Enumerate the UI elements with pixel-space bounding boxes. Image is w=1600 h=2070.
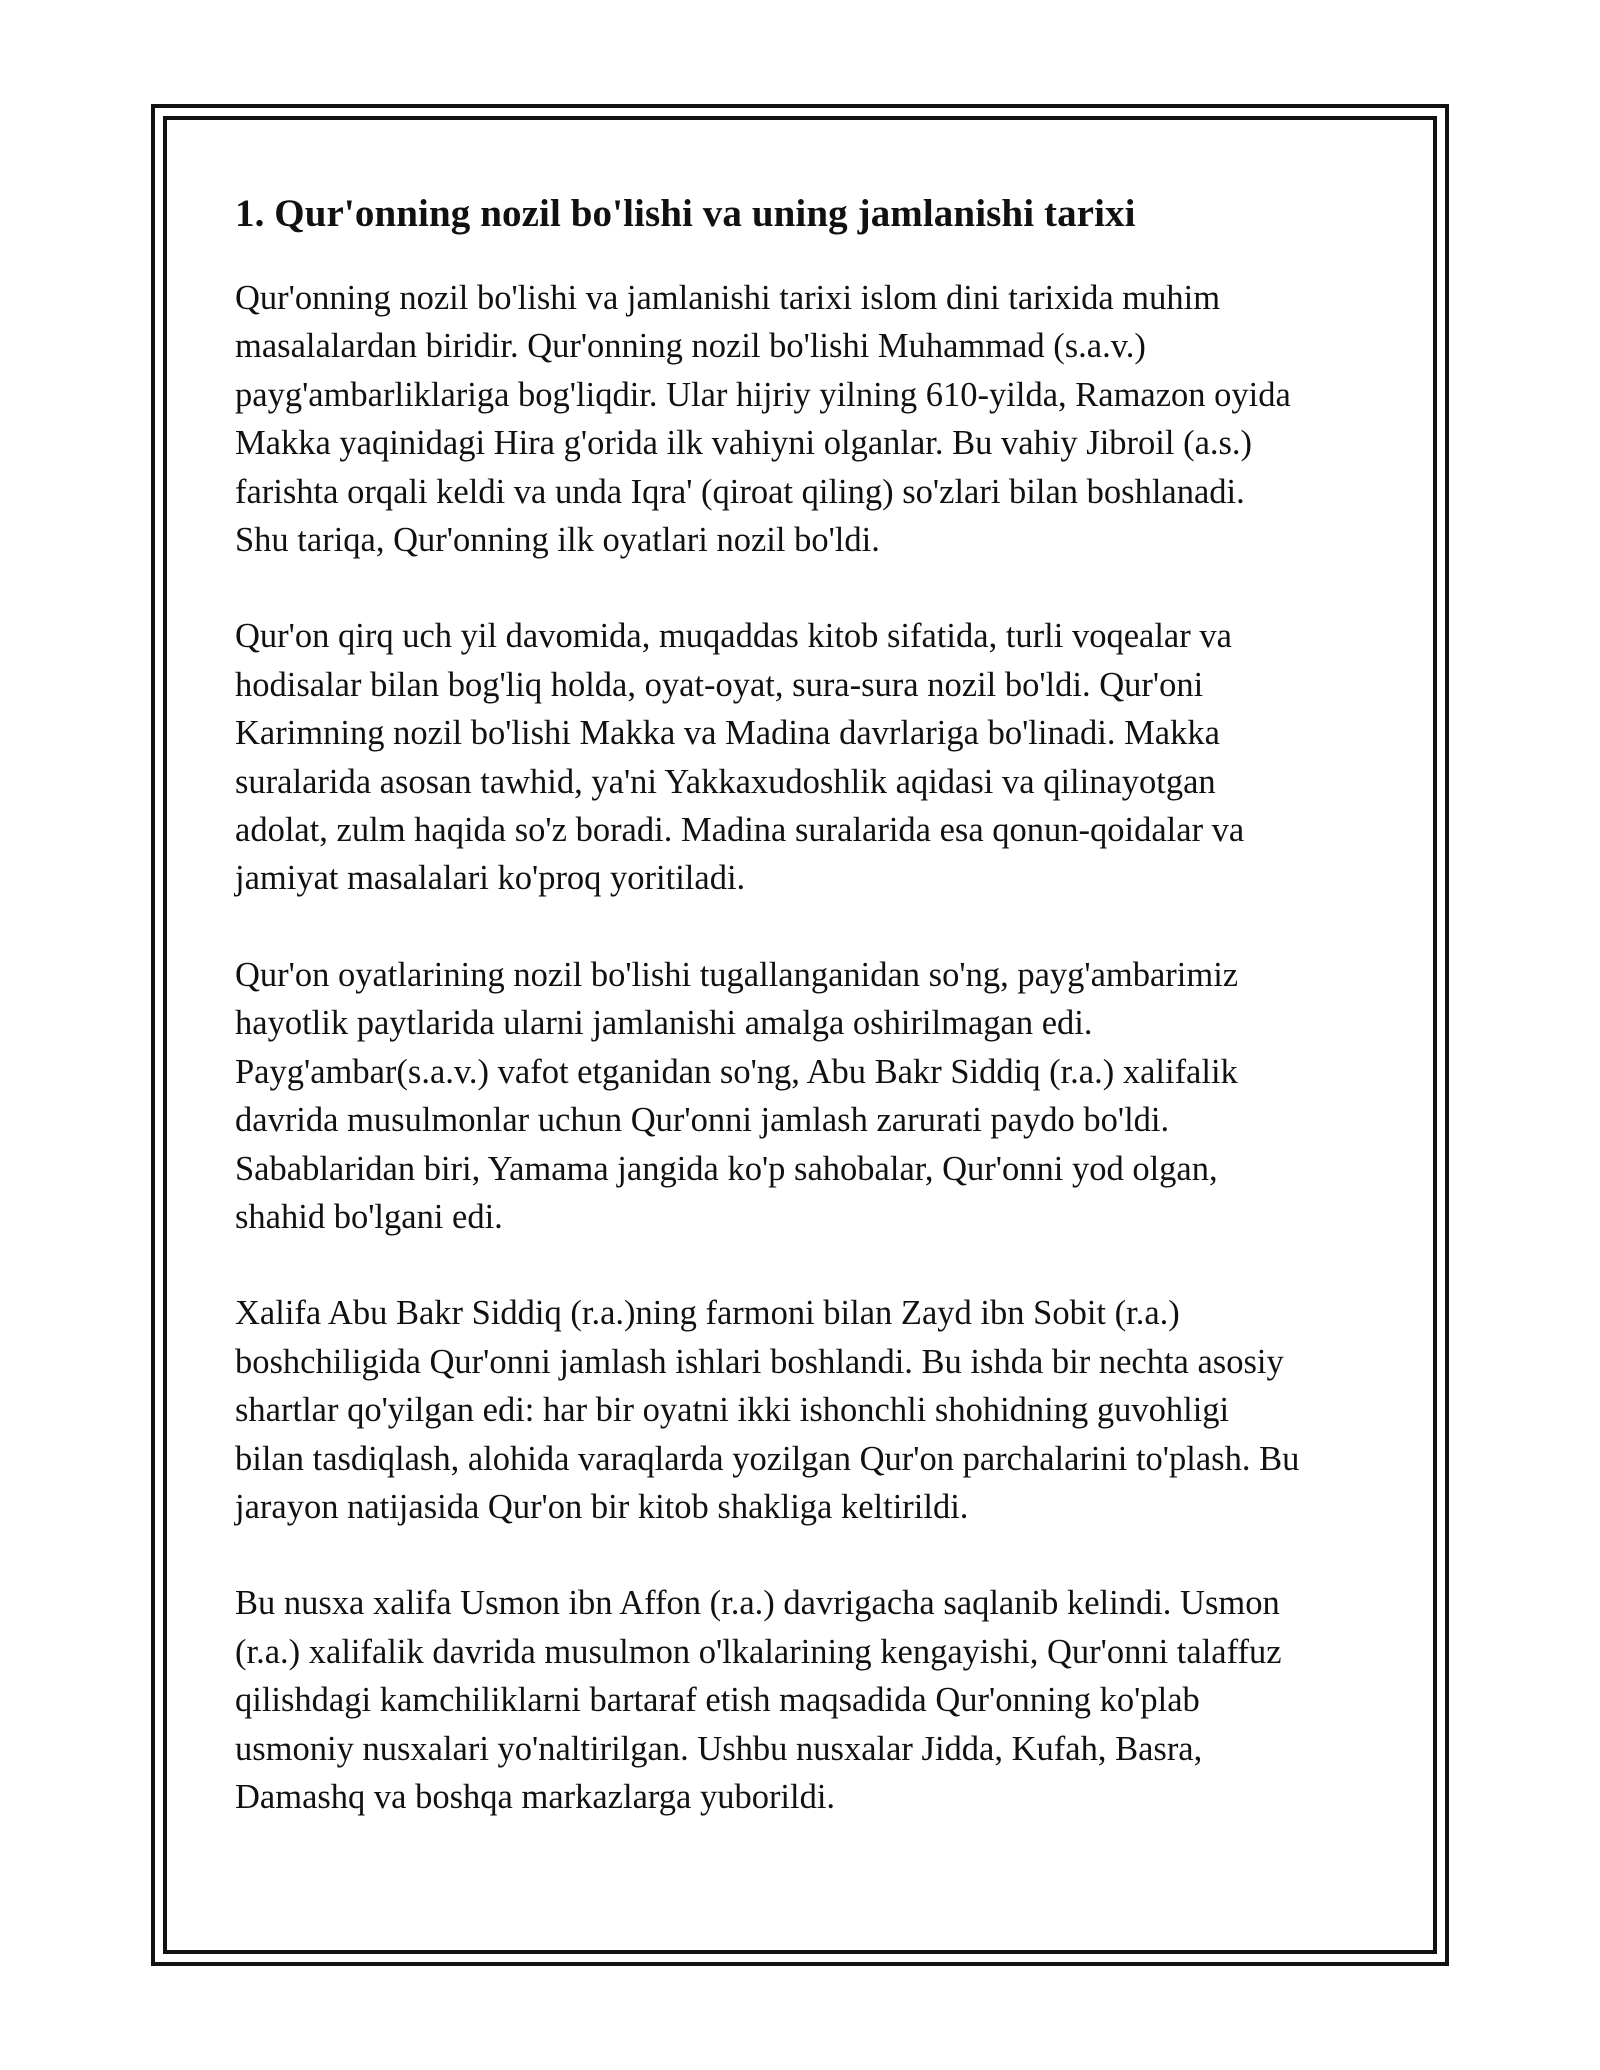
document-body — [235, 188, 1385, 1869]
paragraph-2: Qur'on qirq uch yil davomida, muqaddas kitob sifatida, turli voqealar va hodisalar bilan bog'liq holda, oyat-oyat, sura-sura nozil bo'ldi. Qur'oni Karimning nozil bo'lishi Makka va Madina davrlariga bo'linadi. Makka suralarida asosan tawhid, ya'ni Yakkaxudoshlik aqidasi va qilinayotgan adolat, zulm haqida so'z boradi. Madina suralarida esa qonun-qoidalar va jamiyat masalalari ko'proq yoritiladi. — [235, 617, 1245, 898]
paragraph-3: Qur'on oyatlarining nozil bo'lishi tugallanganidan so'ng, payg'ambarimiz hayotlik paytlarida ularni jamlanishi amalga oshirilmagan edi. Payg'ambar(s.a.v.) vafot etganidan so'ng, Abu Bakr Siddiq (r.a.) xalifalik davrida musulmonlar uchun Qur'onni jamlash zarurati paydo bo'ldi. Sabablaridan biri, Yamama jangida ko'p sahobalar, Qur'onni yod olgan, shahid bo'lgani edi. — [235, 955, 1239, 1236]
paragraph-1: Qur'onning nozil bo'lishi va jamlanishi tarixi islom dini tarixida muhim masalalardan biridir. Qur'onning nozil bo'lishi Muhammad (s.a.v.) payg'ambarliklariga bog'liqdir. Ular hijriy yilning 610-yilda, Ramazon oyida Makka yaqinidagi Hira g'orida ilk vahiyni olganlar. Bu vahiy Jibroil (a.s.) farishta orqali keldi va unda Iqra' (qiroat qiling) so'zlari bilan boshlanadi. Shu tariqa, Qur'onning ilk oyatlari nozil bo'ldi. — [235, 279, 1291, 560]
page-title: 1. Qur'onning nozil bo'lishi va uning jamlanishi tarixi — [235, 192, 1136, 235]
paragraph-5: Bu nusxa xalifa Usmon ibn Affon (r.a.) davrigacha saqlanib kelindi. Usmon (r.a.) xalifalik davrida musulmon o'lkalarining kengayishi, Qur'onni talaffuz qilishdagi kamchiliklarni bartaraf etish maqsadida Qur'onning ko'plab usmoniy nusxalari yo'naltirilgan. Ushbu nusxalar Jidda, Kufah, Basra, Damashq va boshqa markazlarga yuborildi. — [235, 1584, 1282, 1816]
paragraph-4: Xalifa Abu Bakr Siddiq (r.a.)ning farmoni bilan Zayd ibn Sobit (r.a.) boshchiligida Qur'onni jamlash ishlari boshlandi. Bu ishda bir nechta asosiy shartlar qo'yilgan edi: har bir oyatni ikki ishonchli shohidning guvohligi bilan tasdiqlash, alohida varaqlarda yozilgan Qur'on parchalarini to'plash. Bu jarayon natijasida Qur'on bir kitob shakliga keltirildi. — [235, 1294, 1300, 1526]
